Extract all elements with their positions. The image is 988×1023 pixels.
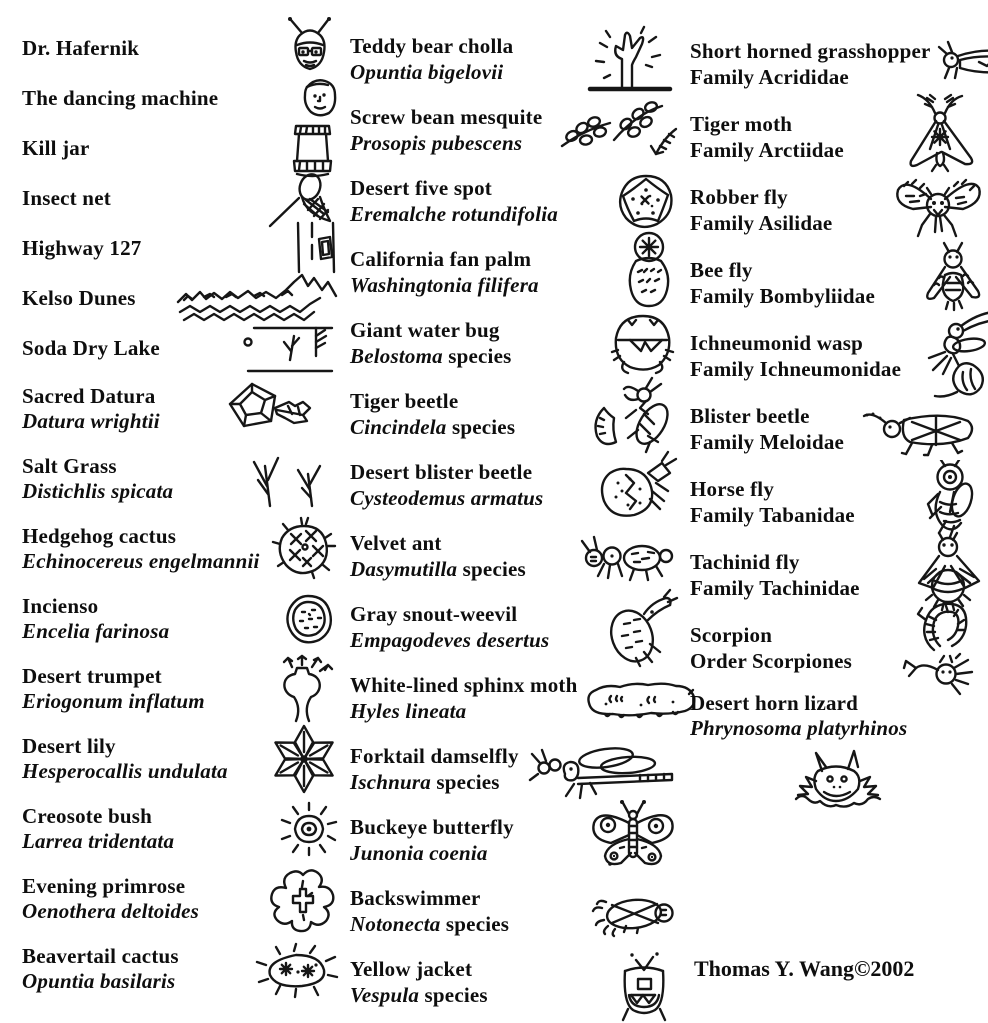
subtitle-segment: Family Arctiidae bbox=[690, 137, 844, 162]
item-subtitle bbox=[22, 829, 174, 854]
subtitle-segment: Phrynosoma platyrhinos bbox=[690, 716, 908, 741]
item-labels bbox=[22, 804, 174, 854]
legend-item-yellow-jacket bbox=[350, 947, 680, 1018]
legend-item-insect-net bbox=[22, 174, 342, 224]
subtitle-segment: Hesperocallis undulata bbox=[22, 759, 228, 783]
column-insect-families bbox=[690, 0, 986, 841]
subtitle-segment: Empagodeves desertus bbox=[350, 627, 550, 652]
backswimmer-icon bbox=[582, 884, 680, 940]
legend-item-hedgehog-cactus bbox=[22, 514, 342, 584]
item-labels bbox=[22, 454, 173, 504]
item-labels bbox=[350, 176, 558, 226]
legend-item-desert-lily bbox=[22, 724, 342, 794]
legend-item-desert-blister-beetle bbox=[350, 450, 680, 521]
item-name: Short horned grasshopper bbox=[690, 39, 931, 64]
item-name: Giant water bug bbox=[350, 318, 500, 343]
item-labels bbox=[22, 86, 218, 111]
subtitle-segment: Cysteodemus armatus bbox=[350, 485, 544, 510]
column-plants-and-insects bbox=[350, 0, 680, 1018]
item-name: Tiger beetle bbox=[350, 389, 459, 414]
subtitle-segment: Echinocereus engelmannii bbox=[22, 549, 260, 573]
item-name: White-lined sphinx moth bbox=[350, 673, 578, 698]
item-labels bbox=[22, 664, 205, 714]
short-horned-grasshopper-icon bbox=[935, 36, 988, 94]
legend-item-robber-fly bbox=[690, 174, 986, 247]
legend-item-scorpion bbox=[690, 612, 986, 685]
item-subtitle bbox=[350, 841, 514, 866]
legend-item-forktail-damselfly bbox=[350, 734, 680, 805]
soda-dry-lake-icon bbox=[236, 320, 342, 378]
item-labels bbox=[22, 874, 199, 924]
desert-trumpet-icon bbox=[268, 653, 342, 725]
salt-grass-icon bbox=[246, 448, 342, 510]
item-name: Bee fly bbox=[690, 258, 753, 283]
subtitle-segment: Family Meloidae bbox=[690, 429, 845, 454]
item-labels bbox=[350, 602, 549, 652]
legend-item-salt-grass bbox=[22, 444, 342, 514]
legend-item-screw-bean-mesquite bbox=[350, 95, 680, 166]
legend-item-sacred-datura bbox=[22, 374, 342, 444]
subtitle-segment: Eriogonum inflatum bbox=[22, 689, 205, 713]
subtitle-segment: Family Tachinidae bbox=[690, 575, 860, 600]
legend-item-incienso bbox=[22, 584, 342, 654]
item-name: Gray snout-weevil bbox=[350, 602, 518, 627]
teddy-bear-cholla-icon bbox=[580, 23, 680, 97]
item-labels bbox=[22, 186, 111, 211]
legend-item-backswimmer bbox=[350, 876, 680, 947]
desert-horn-lizard-icon bbox=[772, 749, 904, 815]
item-subtitle bbox=[350, 628, 549, 653]
item-labels bbox=[22, 384, 160, 434]
screw-bean-mesquite-icon bbox=[556, 96, 680, 166]
subtitle-segment: Family Bombyliidae bbox=[690, 283, 876, 308]
sphinx-moth-caterpillar-icon bbox=[581, 672, 703, 726]
subtitle-segment: Larrea tridentata bbox=[22, 829, 175, 853]
legend-item-creosote-bush bbox=[22, 794, 342, 864]
item-subtitle bbox=[22, 549, 260, 574]
item-labels bbox=[350, 460, 543, 510]
item-subtitle bbox=[22, 479, 173, 504]
item-name: Teddy bear cholla bbox=[350, 34, 514, 59]
subtitle-segment: Ischnura bbox=[350, 769, 431, 794]
desert-five-spot-icon bbox=[612, 168, 680, 236]
legend-item-ichneumonid-wasp bbox=[690, 320, 986, 393]
legend-item-teddy-bear-cholla bbox=[350, 24, 680, 95]
legend-item-highway-127 bbox=[22, 224, 342, 274]
item-labels bbox=[690, 404, 844, 454]
item-name: Evening primrose bbox=[22, 873, 186, 898]
subtitle-segment: species bbox=[446, 414, 516, 439]
gray-snout-weevil-icon bbox=[602, 588, 680, 668]
subtitle-segment: Prosopis pubescens bbox=[350, 130, 523, 155]
beavertail-cactus-icon bbox=[250, 939, 342, 999]
legend-item-evening-primrose bbox=[22, 864, 342, 934]
item-name: Desert five spot bbox=[350, 176, 492, 201]
item-name: Incienso bbox=[22, 593, 99, 618]
item-name: Desert trumpet bbox=[22, 663, 162, 688]
item-subtitle bbox=[350, 273, 539, 298]
item-name: Ichneumonid wasp bbox=[690, 331, 864, 356]
item-labels bbox=[350, 886, 509, 936]
subtitle-segment: Dasymutilla bbox=[350, 556, 458, 581]
item-name: Screw bean mesquite bbox=[350, 105, 543, 130]
item-name: California fan palm bbox=[350, 247, 532, 272]
subtitle-segment: Eremalche rotundifolia bbox=[350, 201, 559, 226]
buckeye-butterfly-icon bbox=[586, 798, 680, 884]
subtitle-segment: Notonecta bbox=[350, 911, 441, 936]
subtitle-segment: Family Asilidae bbox=[690, 210, 833, 235]
legend-item-tiger-moth bbox=[690, 101, 986, 174]
subtitle-segment: Datura wrightii bbox=[22, 409, 160, 433]
item-subtitle bbox=[350, 912, 509, 937]
item-labels bbox=[690, 112, 844, 162]
item-subtitle bbox=[350, 344, 511, 369]
item-subtitle bbox=[690, 430, 844, 455]
item-subtitle bbox=[690, 65, 931, 90]
yellow-jacket-icon bbox=[608, 943, 680, 1023]
california-fan-palm-icon bbox=[618, 228, 680, 318]
item-subtitle bbox=[690, 211, 832, 236]
legend-item-velvet-ant bbox=[350, 521, 680, 592]
item-subtitle bbox=[22, 969, 179, 994]
item-name: Velvet ant bbox=[350, 531, 442, 556]
item-subtitle bbox=[350, 699, 577, 724]
item-labels bbox=[22, 286, 136, 311]
evening-primrose-icon bbox=[264, 863, 342, 935]
item-subtitle bbox=[350, 557, 526, 582]
item-subtitle bbox=[690, 503, 855, 528]
item-name: Beavertail cactus bbox=[22, 943, 179, 968]
item-name: The dancing machine bbox=[22, 86, 219, 111]
legend-item-tiger-beetle bbox=[350, 379, 680, 450]
item-name: Tiger moth bbox=[690, 112, 793, 137]
item-name: Backswimmer bbox=[350, 886, 481, 911]
subtitle-segment: Family Tabanidae bbox=[690, 502, 855, 527]
item-name: Horse fly bbox=[690, 477, 775, 502]
item-labels bbox=[22, 734, 228, 784]
item-labels bbox=[690, 185, 832, 235]
item-name: Insect net bbox=[22, 186, 111, 211]
item-name: Tachinid fly bbox=[690, 550, 800, 575]
subtitle-segment: species bbox=[419, 982, 488, 1007]
subtitle-segment: Family Acrididae bbox=[690, 64, 849, 89]
item-name: Yellow jacket bbox=[350, 957, 473, 982]
item-labels bbox=[690, 477, 855, 527]
item-subtitle bbox=[690, 649, 852, 674]
item-name: Desert lily bbox=[22, 733, 116, 758]
item-subtitle bbox=[690, 357, 901, 382]
legend-item-california-fan-palm bbox=[350, 237, 680, 308]
item-labels bbox=[22, 524, 260, 574]
item-subtitle bbox=[350, 60, 513, 85]
item-labels bbox=[350, 673, 577, 723]
desert-blister-beetle-icon bbox=[592, 449, 680, 523]
subtitle-segment: Belostoma bbox=[350, 343, 443, 368]
item-labels bbox=[350, 34, 513, 84]
subtitle-segment: species bbox=[440, 911, 510, 936]
subtitle-segment: Junonia coenia bbox=[350, 840, 488, 865]
item-name: Creosote bush bbox=[22, 803, 152, 828]
legend-item-blister-beetle bbox=[690, 393, 986, 466]
item-name: Dr. Hafernik bbox=[22, 36, 140, 61]
item-subtitle bbox=[22, 689, 205, 714]
creosote-bush-icon bbox=[276, 796, 342, 862]
item-name: Sacred Datura bbox=[22, 383, 156, 408]
sacred-datura-flower-icon bbox=[222, 378, 342, 440]
incienso-icon bbox=[276, 588, 342, 650]
legend-item-desert-five-spot bbox=[350, 166, 680, 237]
credit-line: Thomas Y. Wang©2002 bbox=[694, 956, 915, 981]
item-labels bbox=[22, 236, 141, 261]
legend-item-kelso-dunes bbox=[22, 274, 342, 324]
item-name: Desert blister beetle bbox=[350, 460, 533, 485]
item-labels bbox=[22, 36, 139, 61]
item-labels bbox=[350, 247, 539, 297]
item-subtitle bbox=[350, 983, 488, 1008]
desert-lily-icon bbox=[266, 721, 342, 797]
legend-item-giant-water-bug bbox=[350, 308, 680, 379]
item-subtitle bbox=[22, 899, 199, 924]
item-labels bbox=[350, 815, 514, 865]
velvet-ant-icon bbox=[576, 528, 680, 586]
subtitle-segment: Encelia farinosa bbox=[22, 619, 170, 643]
item-subtitle bbox=[350, 770, 519, 795]
subtitle-segment: Opuntia basilaris bbox=[22, 969, 176, 993]
blister-beetle-icon bbox=[862, 403, 986, 457]
item-name: Blister beetle bbox=[690, 404, 810, 429]
tiger-beetle-icon bbox=[588, 374, 680, 456]
column-people-places-plants bbox=[22, 0, 342, 1004]
subtitle-segment: Vespula bbox=[350, 982, 420, 1007]
item-labels bbox=[22, 944, 179, 994]
legend-item-the-dancing-machine bbox=[22, 74, 342, 124]
item-subtitle bbox=[350, 415, 515, 440]
legend-item-desert-trumpet bbox=[22, 654, 342, 724]
subtitle-segment: species bbox=[457, 556, 526, 581]
item-labels bbox=[350, 744, 519, 794]
item-name: Kill jar bbox=[22, 136, 90, 161]
item-subtitle bbox=[350, 131, 542, 156]
item-subtitle bbox=[690, 716, 907, 741]
subtitle-segment: Distichlis spicata bbox=[22, 479, 174, 503]
item-labels bbox=[690, 691, 907, 741]
legend-item-white-lined-sphinx-moth bbox=[350, 663, 680, 734]
ichneumonid-wasp-icon bbox=[905, 308, 988, 406]
legend-item-beavertail-cactus bbox=[22, 934, 342, 1004]
item-name: Salt Grass bbox=[22, 453, 117, 478]
item-name: Buckeye butterfly bbox=[350, 815, 514, 840]
item-name: Soda Dry Lake bbox=[22, 336, 160, 361]
item-labels bbox=[690, 39, 931, 89]
item-labels bbox=[690, 623, 852, 673]
item-labels bbox=[22, 594, 169, 644]
item-labels bbox=[350, 105, 542, 155]
subtitle-segment: species bbox=[442, 343, 512, 368]
item-labels bbox=[350, 389, 515, 439]
item-labels bbox=[690, 550, 860, 600]
item-subtitle bbox=[22, 619, 169, 644]
legend-item-gray-snout-weevil bbox=[350, 592, 680, 663]
item-subtitle bbox=[22, 759, 228, 784]
forktail-damselfly-icon bbox=[528, 732, 680, 808]
item-labels bbox=[22, 136, 90, 161]
legend-item-kill-jar bbox=[22, 124, 342, 174]
legend-item-soda-dry-lake bbox=[22, 324, 342, 374]
legend-item-dr-hafernik bbox=[22, 24, 342, 74]
subtitle-segment: Cincindela bbox=[350, 414, 447, 439]
item-name: Forktail damselfly bbox=[350, 744, 519, 769]
subtitle-segment: species bbox=[430, 769, 500, 794]
item-subtitle bbox=[350, 202, 558, 227]
subtitle-segment: Washingtonia filifera bbox=[350, 272, 539, 297]
item-name: Scorpion bbox=[690, 623, 773, 648]
item-labels bbox=[350, 957, 488, 1007]
subtitle-segment: Hyles lineata bbox=[350, 698, 467, 723]
item-subtitle bbox=[22, 409, 160, 434]
item-labels bbox=[690, 331, 901, 381]
item-subtitle bbox=[690, 284, 875, 309]
giant-water-bug-icon bbox=[606, 310, 680, 378]
item-name: Kelso Dunes bbox=[22, 286, 136, 311]
legend-item-buckeye-butterfly bbox=[350, 805, 680, 876]
item-name: Highway 127 bbox=[22, 236, 142, 261]
item-labels bbox=[690, 258, 875, 308]
subtitle-segment: Oenothera deltoides bbox=[22, 899, 200, 923]
item-subtitle bbox=[690, 576, 860, 601]
item-name: Desert horn lizard bbox=[690, 691, 859, 715]
subtitle-segment: Opuntia bigelovii bbox=[350, 59, 504, 84]
item-labels bbox=[22, 336, 160, 361]
hedgehog-cactus-icon bbox=[268, 516, 342, 582]
item-name: Hedgehog cactus bbox=[22, 523, 177, 548]
item-name: Robber fly bbox=[690, 185, 788, 210]
legend-item-desert-horn-lizard bbox=[690, 685, 986, 841]
subtitle-segment: Family Ichneumonidae bbox=[690, 356, 902, 381]
item-labels bbox=[350, 318, 511, 368]
subtitle-segment: Order Scorpiones bbox=[690, 648, 853, 673]
legend-item-horse-fly bbox=[690, 466, 986, 539]
item-subtitle bbox=[350, 486, 543, 511]
item-subtitle bbox=[690, 138, 844, 163]
item-labels bbox=[350, 531, 526, 581]
